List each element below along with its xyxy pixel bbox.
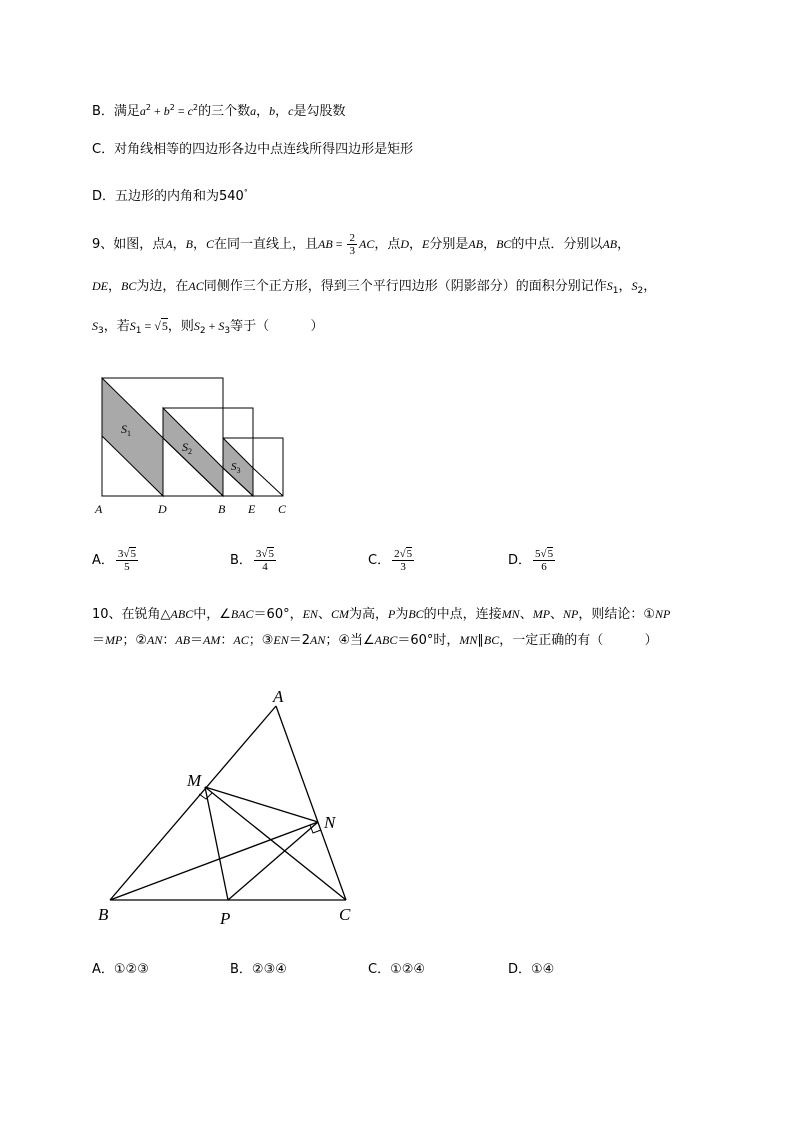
math-var: S [193, 319, 200, 333]
vertex-label-b: B [98, 905, 109, 924]
math-operator: + [151, 104, 164, 118]
text: ，点 [374, 237, 401, 252]
side-ab [110, 706, 276, 900]
math-var: BAC [230, 607, 254, 621]
text: ；③ [248, 633, 274, 648]
text: ） [644, 633, 658, 648]
text: ，若 [103, 319, 130, 334]
text: 的中点．分别以 [511, 237, 603, 252]
degree-symbol: ° [243, 188, 248, 197]
punctuation: 、 [519, 607, 533, 622]
coefficient: 2 [394, 548, 400, 560]
point-label-d: D [158, 502, 167, 516]
math-var: MP [532, 607, 551, 621]
fraction-denominator: 5 [124, 561, 130, 573]
text: ，则结论：① [578, 607, 656, 622]
math-operator: = [174, 104, 188, 118]
math-subscript: 2 [637, 286, 644, 296]
radicand: 5 [130, 548, 136, 560]
q9-squares-figure [88, 372, 308, 520]
q9-option-d[interactable] [508, 548, 557, 573]
punctuation: ， [256, 104, 270, 119]
math-var: a [250, 104, 257, 118]
q10-stem-line-1 [92, 604, 670, 625]
text: 的中点，连接 [423, 607, 502, 622]
q8-option-b-suffix: 是勾股数 [293, 104, 346, 119]
math-var: B [185, 237, 193, 251]
math-exponent: 2 [193, 103, 199, 112]
text: 等于（ [230, 319, 270, 334]
q8-option-d-text: D．五边形的内角和为540 [92, 189, 244, 204]
parallelogram-s1 [102, 378, 163, 496]
math-var: BC [496, 237, 512, 251]
q10-stem-line-2 [92, 630, 658, 651]
fraction-denominator: 3 [400, 561, 406, 573]
point-label-m: M [187, 771, 202, 790]
q8-option-d [92, 183, 248, 207]
punctuation: 、 [550, 607, 564, 622]
math-var: AB [318, 237, 333, 251]
option-label: C． [368, 552, 391, 568]
text: ，则 [167, 319, 194, 334]
point-label-a: A [95, 502, 103, 516]
math-subscript: 1 [612, 286, 619, 296]
math-var: EN [273, 633, 289, 647]
math-var: NP [655, 607, 671, 621]
math-exponent: 2 [169, 103, 175, 112]
math-var: AB [175, 633, 191, 647]
text: 为 [395, 607, 409, 622]
math-var: ABC [170, 607, 194, 621]
text: 同侧作三个正方形，得到三个平行四边形（阴影部分）的面积分别记作 [203, 279, 607, 294]
punctuation: ， [483, 237, 497, 252]
punctuation: ， [192, 237, 206, 252]
text: ，一定正确的有（ [499, 633, 604, 648]
q9-stem-line-1 [92, 232, 630, 257]
math-var: S [129, 319, 136, 333]
math-var: EN [302, 607, 318, 621]
text: 为高， [348, 607, 388, 622]
altitude-cm [205, 787, 346, 900]
point-label-e: E [248, 502, 256, 516]
radicand: 5 [161, 319, 168, 333]
punctuation: ， [108, 279, 122, 294]
option-label: D． [508, 552, 532, 568]
math-exponent: 2 [145, 103, 152, 112]
math-operator: + [205, 319, 219, 333]
coefficient: 3 [255, 548, 262, 560]
fraction-numerator: 2 [349, 232, 355, 244]
q9-option-a[interactable] [92, 548, 140, 573]
q8-option-b-mid: 的三个数 [198, 104, 251, 119]
segment-mn [205, 787, 318, 822]
radicand: 5 [547, 548, 554, 560]
math-var: CM [330, 607, 349, 621]
coefficient: 5 [535, 548, 541, 560]
math-var: AM [203, 633, 221, 647]
text: 在同一直线上，且 [214, 237, 319, 252]
math-var: AN [310, 633, 326, 647]
math-var: AB [602, 237, 618, 251]
q8-option-b-prefix: B．满足 [92, 104, 140, 119]
option-label: B． [230, 552, 252, 568]
math-var: c [288, 104, 294, 118]
text: 10、在锐角△ [92, 607, 171, 622]
fraction-denominator: 6 [541, 561, 547, 573]
text: ＝2 [288, 633, 311, 648]
point-label-n: N [324, 813, 336, 832]
math-operator: = [141, 319, 155, 333]
segment-mp [205, 787, 228, 900]
q9-option-c[interactable] [368, 548, 416, 573]
text: ＝60°时， [397, 633, 460, 648]
math-subscript: 3 [224, 326, 231, 336]
q10-option-a[interactable]: A．①②③ [92, 962, 149, 977]
q10-option-d[interactable]: D．①④ [508, 962, 555, 977]
option-fraction: $\frac{3√5}{4}$ [255, 548, 274, 573]
text: ： [220, 633, 234, 648]
text: ；④当∠ [325, 633, 375, 648]
math-var: DE [92, 279, 108, 293]
text: ） [310, 319, 324, 334]
q9-option-b[interactable] [230, 548, 278, 573]
answer-blank [269, 319, 310, 334]
math-var: b [269, 104, 276, 118]
fraction-denominator: 3 [349, 245, 355, 257]
radicand: 5 [406, 548, 413, 560]
math-var: MP [105, 633, 123, 647]
fraction-denominator: 4 [262, 561, 268, 573]
math-var: BC [408, 607, 424, 621]
text: ： [162, 633, 176, 648]
q10-option-b[interactable]: B．②③④ [230, 962, 287, 977]
point-label-c: C [278, 502, 287, 516]
text: 中，∠ [193, 607, 231, 622]
punctuation: 、 [317, 607, 331, 622]
q10-triangle-figure [92, 682, 362, 932]
text: 为边，在 [136, 279, 189, 294]
vertex-label-a: A [273, 687, 284, 706]
math-var: A [165, 237, 173, 251]
math-var: AC [188, 279, 204, 293]
math-var: c [187, 104, 193, 118]
math-var: AN [147, 633, 163, 647]
option-fraction: $\frac{5√5}{6}$ [535, 548, 554, 573]
punctuation: ， [617, 237, 631, 252]
q10-option-c[interactable]: C．①②④ [368, 962, 426, 977]
side-ac [276, 706, 346, 900]
math-var: D [400, 237, 410, 251]
segment-np [228, 822, 318, 900]
math-var: S [606, 279, 613, 293]
text: 分别是 [429, 237, 469, 252]
option-fraction: $\frac{2√5}{3}$ [394, 548, 413, 573]
q9-stem-line-3 [92, 316, 323, 341]
math-var: BC [121, 279, 137, 293]
q8-option-b [92, 98, 345, 122]
math-subscript: 1 [135, 326, 142, 336]
text: ＝60°， [253, 607, 303, 622]
sqrt-sign: √ [154, 319, 161, 333]
parallelogram-s2 [163, 408, 223, 496]
text: ＝ [190, 633, 204, 648]
math-operator: = [332, 237, 346, 251]
radicand: 5 [268, 548, 274, 560]
diagonal-line [253, 468, 283, 496]
math-subscript: 2 [199, 326, 206, 336]
option-fraction: $\frac{3√5}{5}$ [117, 548, 136, 573]
math-var: AB [468, 237, 484, 251]
text: ；② [122, 633, 147, 648]
label-s1: $S_1$ [121, 422, 131, 438]
punctuation: ， [618, 279, 632, 294]
math-var: S [218, 319, 225, 333]
point-label-p: P [220, 909, 231, 928]
math-var: AC [358, 237, 375, 251]
math-var: E [422, 237, 430, 251]
math-var: S [92, 319, 98, 333]
text: 9、如图，点 [92, 237, 166, 252]
math-var: ABC [374, 633, 398, 647]
option-label: A． [92, 552, 114, 568]
q8-option-c: C．对角线相等的四边形各边中点连线所得四边形是矩形 [92, 142, 414, 157]
math-var: C [206, 237, 215, 251]
parallel-symbol: ∥ [477, 633, 484, 648]
label-s3: $S_3$ [231, 461, 241, 475]
math-subscript: 3 [98, 326, 104, 336]
answer-blank [603, 633, 644, 648]
math-var: MN [459, 633, 478, 647]
math-var: b [163, 104, 170, 118]
math-var: P [387, 607, 396, 621]
point-label-b: B [218, 502, 226, 516]
label-s2: $S_2$ [182, 440, 192, 456]
math-var: MN [501, 607, 520, 621]
math-var: a [139, 104, 146, 118]
math-var: AC [233, 633, 249, 647]
q9-stem-line-2 [92, 276, 656, 301]
coefficient: 3 [117, 548, 124, 560]
math-var: S [631, 279, 638, 293]
punctuation: ， [275, 104, 289, 119]
punctuation: ， [409, 237, 423, 252]
math-var: NP [563, 607, 579, 621]
text: ＝ [92, 633, 106, 648]
punctuation: ， [643, 279, 657, 294]
fraction-two-thirds [347, 232, 357, 257]
punctuation: ， [172, 237, 186, 252]
math-var: BC [483, 633, 500, 647]
vertex-label-c: C [339, 905, 351, 924]
